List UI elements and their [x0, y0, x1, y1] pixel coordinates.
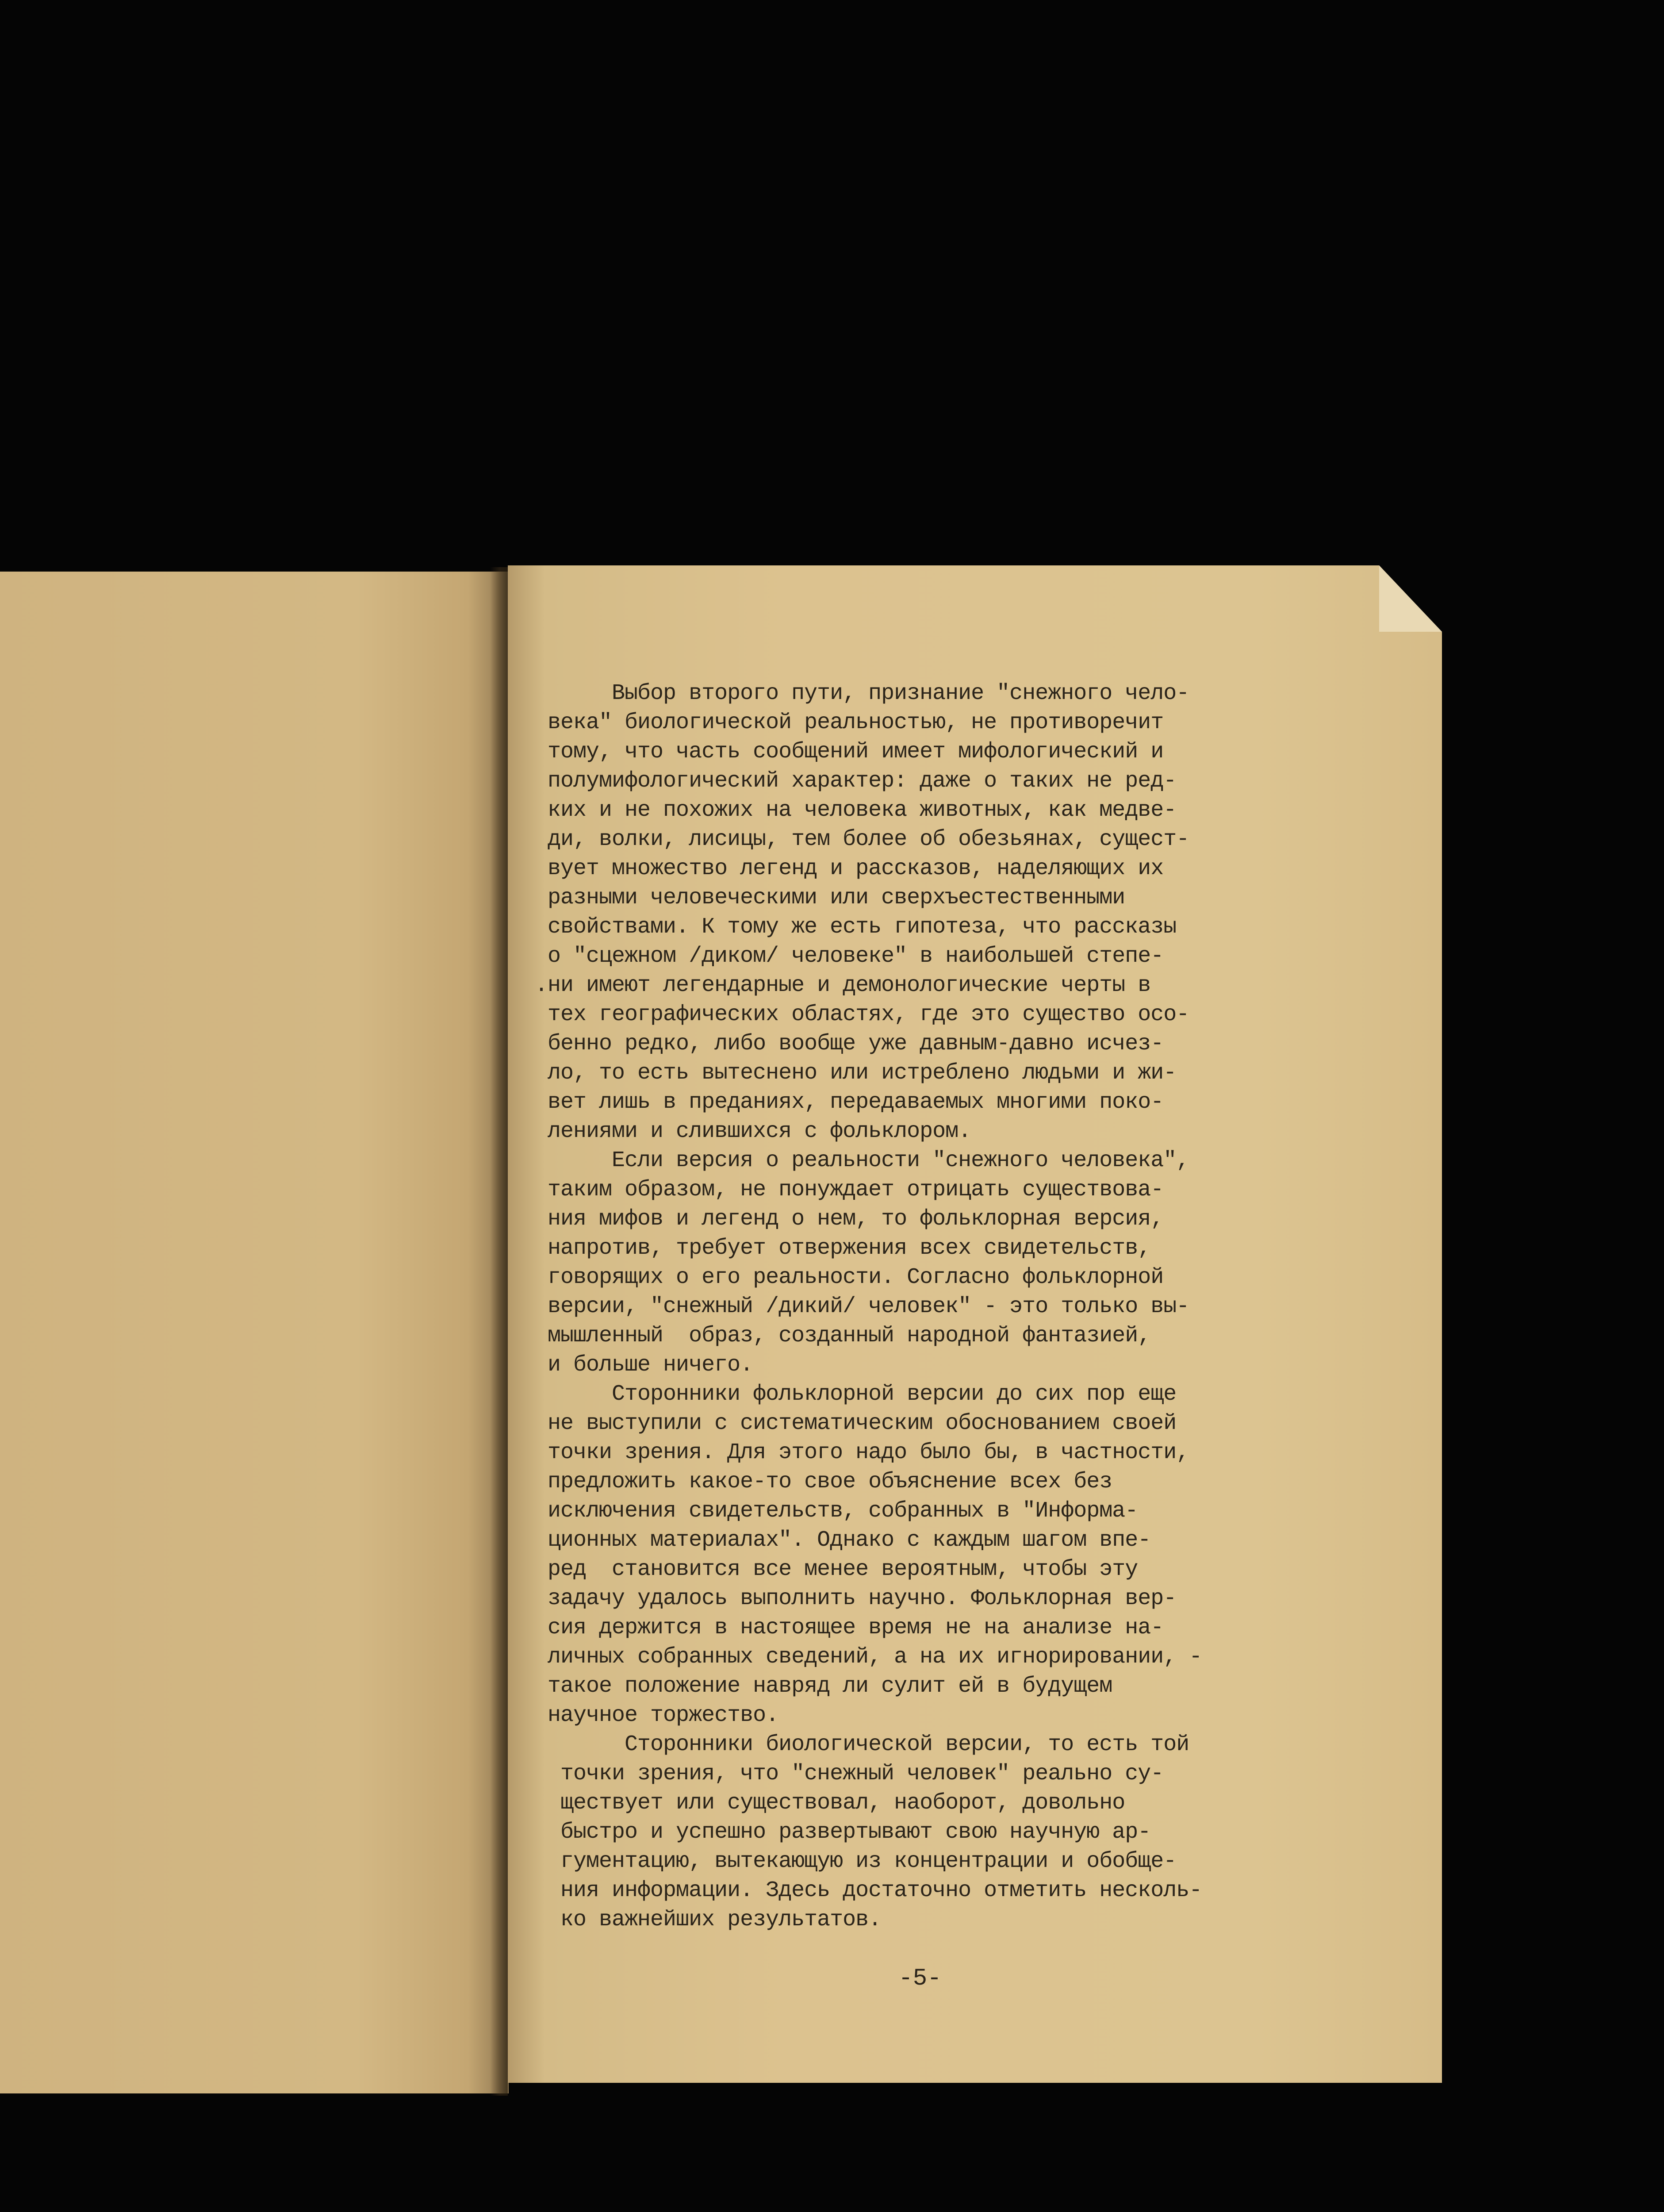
text-line: сия держится в настоящее время не на анализе на- — [522, 1615, 1164, 1640]
page-number: -5- — [898, 1965, 942, 1992]
text-line: ционных материалах". Однако с каждым шагом впе- — [522, 1528, 1151, 1553]
text-line: личных собранных сведений, а на их игнорировании, - — [522, 1644, 1202, 1670]
text-line: свойствами. К тому же есть гипотеза, что рассказы — [522, 914, 1177, 940]
text-line: говорящих о его реальности. Согласно фольклорной — [522, 1265, 1164, 1290]
text-line: ред становится все менее вероятным, чтобы эту — [522, 1557, 1138, 1582]
text-line: ществует или существовал, наоборот, довольно — [522, 1790, 1125, 1816]
text-line: тому, что часть сообщений имеет мифологический и — [522, 739, 1164, 764]
text-line: лениями и слившихся с фольклором. — [522, 1119, 971, 1144]
text-line: ния информации. Здесь достаточно отметить несколь- — [522, 1878, 1202, 1903]
text-line: гументацию, вытекающую из концентрации и обобще- — [522, 1849, 1177, 1874]
text-line: предложить какое-то свое объяснение всех без — [522, 1469, 1112, 1494]
paragraph — [522, 1380, 1300, 1730]
text-line: точки зрения. Для этого надо было бы, в частности, — [522, 1440, 1189, 1465]
left-page — [0, 572, 509, 2093]
text-line: мышленный образ, созданный народной фантазией, — [522, 1323, 1151, 1348]
text-line: Если версия о реальности "снежного человека", — [522, 1148, 1189, 1173]
text-line: ния мифов и легенд о нем, то фольклорная версия, — [522, 1206, 1164, 1232]
text-line: о "сцежном /диком/ человеке" в наибольшей степе- — [522, 944, 1164, 969]
text-line: научное торжество. — [522, 1703, 779, 1728]
text-line: тех географических областях, где это существо осо- — [522, 1002, 1189, 1027]
text-line: таким образом, не понуждает отрицать существова- — [522, 1177, 1164, 1202]
text-line: исключения свидетельств, собранных в "Информа- — [522, 1498, 1138, 1524]
text-line: бенно редко, либо вообще уже давным-давно исчез- — [522, 1031, 1164, 1056]
text-line: напротив, требует отвержения всех свидетельств, — [522, 1236, 1151, 1261]
text-line: Сторонники биологической версии, то есть той — [522, 1732, 1189, 1757]
text-line: ко важнейших результатов. — [522, 1907, 882, 1932]
text-line: Сторонники фольклорной версии до сих пор еще — [522, 1382, 1177, 1407]
text-line: разными человеческими или сверхъестественными — [522, 885, 1125, 910]
text-line: ких и не похожих на человека животных, как медве- — [522, 798, 1177, 823]
paragraph — [522, 1730, 1300, 1935]
text-line: и больше ничего. — [522, 1352, 753, 1378]
paragraph — [522, 679, 1300, 1146]
text-line: не выступили с систематическим обоснованием своей — [522, 1411, 1177, 1436]
text-line: быстро и успешно развертывают свою научную ар- — [522, 1820, 1151, 1845]
folded-corner-back — [1379, 565, 1442, 632]
text-line: ди, волки, лисицы, тем более об обезьянах, сущест- — [522, 827, 1189, 852]
book-gutter — [490, 567, 508, 2096]
text-line: Выбор второго пути, признание "снежного чело- — [522, 681, 1189, 706]
paragraph — [522, 1146, 1300, 1380]
text-line: задачу удалось выполнить научно. Фольклорная вер- — [522, 1586, 1177, 1611]
text-line: вет лишь в преданиях, передаваемых многими поко- — [522, 1090, 1164, 1115]
text-line: такое положение навряд ли сулит ей в будущем — [522, 1674, 1112, 1699]
text-line: .ни имеют легендарные и демонологические черты в — [522, 973, 1151, 998]
text-line: точки зрения, что "снежный человек" реально су- — [522, 1761, 1164, 1786]
text-line: вует множество легенд и рассказов, наделяющих их — [522, 856, 1164, 881]
text-line: века" биологической реальностью, не противоречит — [522, 710, 1164, 735]
text-line: ло, то есть вытеснено или истреблено людьми и жи- — [522, 1060, 1177, 1086]
text-line: полумифологический характер: даже о таких не ред- — [522, 768, 1177, 794]
text-line: версии, "снежный /дикий/ человек" - это только вы- — [522, 1294, 1189, 1319]
typed-text-block — [522, 679, 1300, 1935]
